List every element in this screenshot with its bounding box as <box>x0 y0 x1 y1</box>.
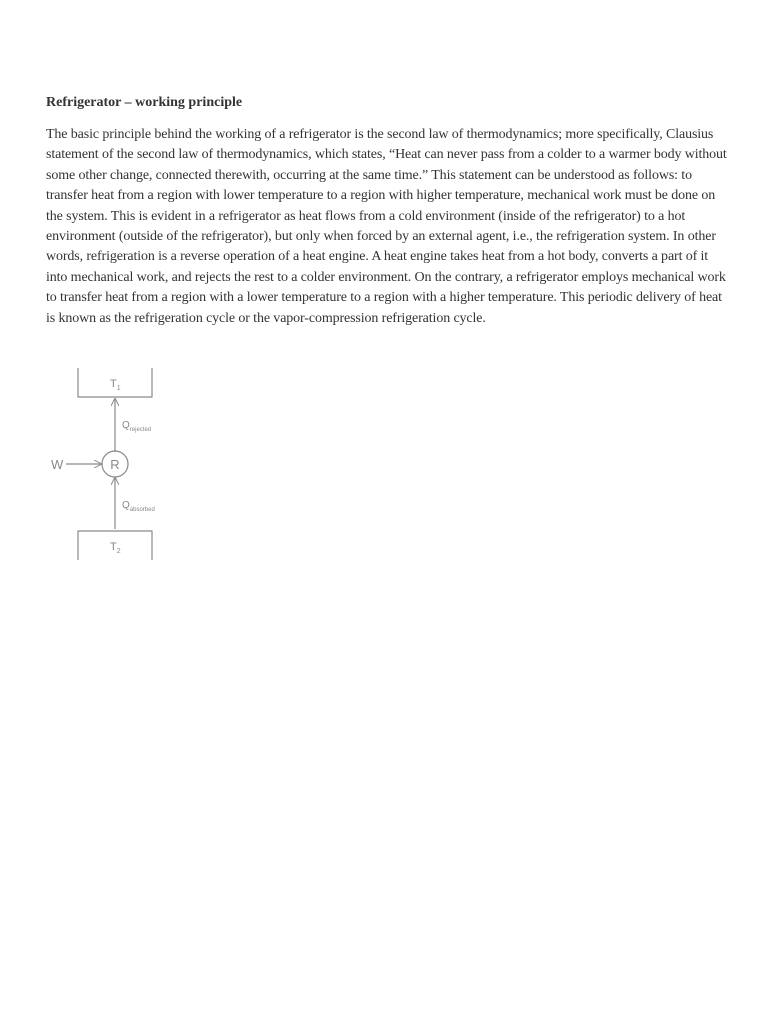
hot-reservoir-subscript: 1 <box>116 385 121 392</box>
refrigerator-label: R <box>110 457 120 472</box>
refrigerator-diagram <box>40 360 190 570</box>
hot-reservoir-symbol: T <box>110 378 117 390</box>
hot-reservoir-label <box>110 378 121 392</box>
cold-reservoir-symbol: T <box>110 541 117 553</box>
heat-rejected-symbol: Q <box>122 420 130 431</box>
heat-absorbed-subscript: absorbed <box>129 507 155 513</box>
cold-reservoir-subscript: 2 <box>116 548 121 555</box>
work-label: W <box>51 457 64 472</box>
heat-rejected-subscript: rejected <box>129 427 152 433</box>
heat-absorbed-label <box>122 500 155 513</box>
refrigerator-diagram-svg <box>40 360 190 570</box>
section-heading: Refrigerator – working principle <box>46 95 243 110</box>
cold-reservoir-label <box>110 541 121 555</box>
heat-rejected-label <box>122 420 151 433</box>
body-paragraph: The basic principle behind the working of a refrigerator is the second law of thermodynamics; more specifically, Clausius statement of the second law of thermodynamics, which states, “Heat can never pass from a colder to a warmer body without some other change, connected therewith, occurring at the same time.” This statement can be understood as follows: to transfer heat from a region with lower temperature to a region with higher temperature, mechanical work must be done on the system. This is evident in a refrigerator as heat flows from a cold environment (inside of the refrigerator) to a hot environment (outside of the refrigerator), but only when forced by an external agent, i.e., the refrigeration system. In other words, refrigeration is a reverse operation of a heat engine. A heat engine takes heat from a hot body, converts a part of it into mechanical work, and rejects the rest to a colder environment. On the contrary, a refrigerator employs mechanical work to transfer heat from a region with a lower temperature to a region with a higher temperature. This periodic delivery of heat is known as the refrigeration cycle or the vapor-compression refrigeration cycle. <box>46 127 727 326</box>
heat-absorbed-symbol: Q <box>122 500 130 511</box>
